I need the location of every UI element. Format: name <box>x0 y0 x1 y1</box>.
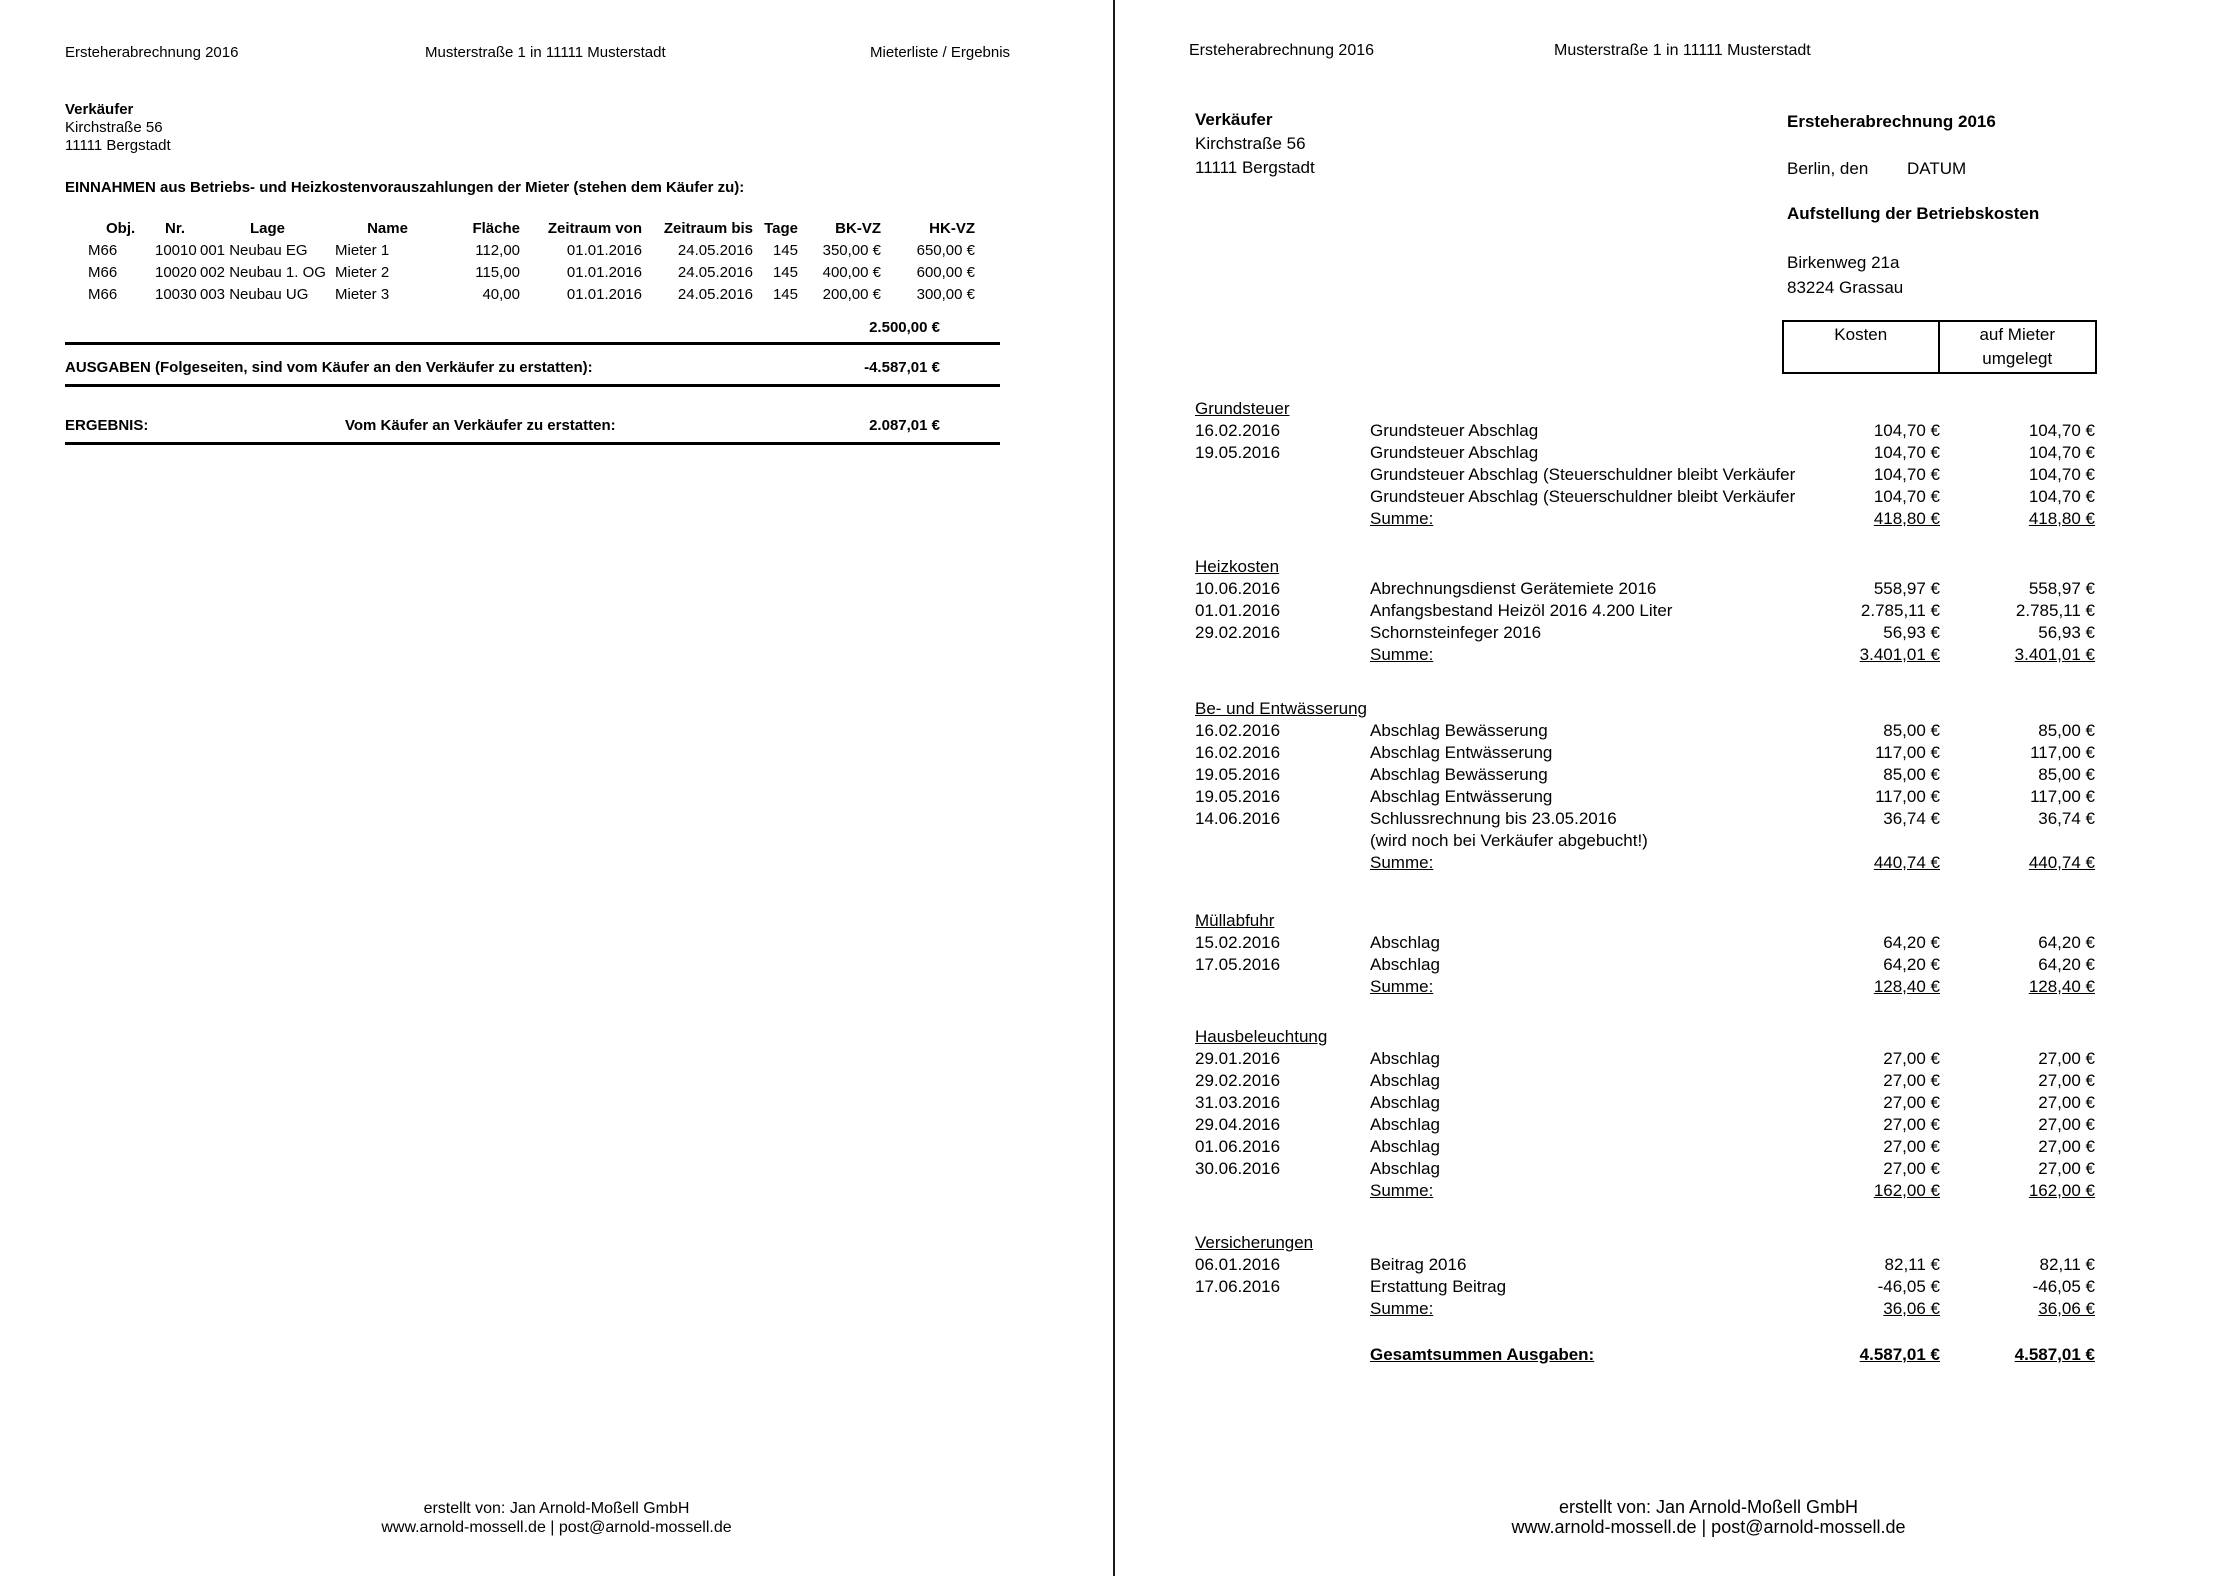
header-property: Musterstraße 1 in 11111 Musterstadt <box>1554 42 1811 59</box>
col-zeitraum-bis: Zeitraum bis <box>663 219 753 237</box>
section-muellabfuhr <box>1195 911 2095 999</box>
entry-desc: Grundsteuer Abschlag (Steuerschuldner bleibt Verkäufer <box>1370 487 1796 506</box>
expense-row <box>1195 809 2095 831</box>
entry-desc: Anfangsbestand Heizöl 2016 4.200 Liter <box>1370 601 1673 620</box>
cell-nr: 10030 <box>155 285 197 303</box>
entry-cost: 27,00 € <box>1883 1049 1940 1068</box>
sum-row <box>1195 645 2095 667</box>
entry-cost: -46,05 € <box>1877 1277 1940 1296</box>
sum-cost: 36,06 € <box>1883 1299 1940 1318</box>
cell-obj: M66 <box>88 285 118 303</box>
page-footer <box>1152 1497 2230 1537</box>
entry-date: 14.06.2016 <box>1195 809 1281 828</box>
entry-cost: 104,70 € <box>1873 487 1940 506</box>
entry-date: 15.02.2016 <box>1195 933 1281 952</box>
entry-note: (wird noch bei Verkäufer abgebucht!) <box>1370 831 1648 850</box>
header-property: Musterstraße 1 in 11111 Musterstadt <box>425 44 666 61</box>
sum-label: Summe: <box>1370 1181 1434 1200</box>
property-street: Birkenweg 21a <box>1787 253 1900 272</box>
col-flaeche: Fläche <box>472 219 520 237</box>
entry-allocated: 27,00 € <box>2038 1049 2095 1068</box>
expense-row <box>1195 1255 2095 1277</box>
table-row <box>88 261 975 283</box>
entry-allocated: 36,74 € <box>2038 809 2095 828</box>
cell-von: 01.01.2016 <box>566 263 642 281</box>
column-mieter-line2: umgelegt <box>1982 349 2053 368</box>
table-row <box>88 283 975 305</box>
cell-tage: 145 <box>772 241 798 259</box>
amount-columns-header <box>1782 320 2097 374</box>
cell-hk: 600,00 € <box>916 263 975 281</box>
statement-title: Ersteherabrechnung 2016 <box>1787 112 1996 131</box>
entry-allocated: 117,00 € <box>2030 787 2095 806</box>
cell-flaeche: 40,00 <box>482 285 520 303</box>
entry-desc: Schlussrechnung bis 23.05.2016 <box>1370 809 1617 828</box>
cell-flaeche: 115,00 <box>475 263 520 281</box>
cell-bk: 400,00 € <box>822 263 881 281</box>
entry-cost: 64,20 € <box>1883 955 1940 974</box>
expense-row <box>1195 601 2095 623</box>
entry-desc: Abschlag Bewässerung <box>1370 765 1548 784</box>
entry-cost: 85,00 € <box>1883 765 1940 784</box>
grand-total-cost: 4.587,01 € <box>1859 1345 1940 1364</box>
column-kosten-label: Kosten <box>1784 322 1940 372</box>
expenses-label: AUSGABEN (Folgeseiten, sind vom Käufer an den Verkäufer zu erstatten): <box>65 359 593 376</box>
entry-desc: Abschlag <box>1370 955 1440 974</box>
col-tage: Tage <box>764 219 798 237</box>
cell-lage: 001 Neubau EG <box>200 241 308 259</box>
expense-row <box>1195 579 2095 601</box>
entry-allocated: 27,00 € <box>2038 1093 2095 1112</box>
entry-desc: Beitrag 2016 <box>1370 1255 1467 1274</box>
sum-allocated: 3.401,01 € <box>2014 645 2095 664</box>
section-versicherungen <box>1195 1233 2095 1321</box>
sum-allocated: 36,06 € <box>2038 1299 2095 1318</box>
entry-desc: Abschlag <box>1370 1137 1440 1156</box>
sum-label: Summe: <box>1370 1299 1434 1318</box>
entry-date: 16.02.2016 <box>1195 421 1281 440</box>
grand-total-allocated: 4.587,01 € <box>2014 1345 2095 1364</box>
entry-allocated: 117,00 € <box>2030 743 2095 762</box>
cell-lage: 003 Neubau UG <box>200 285 309 303</box>
seller-city: 11111 Bergstadt <box>65 137 171 154</box>
entry-cost: 56,93 € <box>1883 623 1940 642</box>
section-hausbeleuchtung <box>1195 1027 2095 1203</box>
entry-cost: 27,00 € <box>1883 1071 1940 1090</box>
cell-obj: M66 <box>88 263 118 281</box>
expense-row <box>1195 933 2095 955</box>
cell-bis: 24.05.2016 <box>677 285 753 303</box>
section-title: Versicherungen <box>1195 1233 1314 1252</box>
entry-cost: 27,00 € <box>1883 1093 1940 1112</box>
footer-contact: www.arnold-mossell.de | post@arnold-mossell.de <box>1511 1517 1906 1537</box>
income-table-header <box>88 217 975 239</box>
entry-cost: 558,97 € <box>1873 579 1940 598</box>
entry-desc: Abrechnungsdienst Gerätemiete 2016 <box>1370 579 1657 598</box>
seller-street: Kirchstraße 56 <box>65 119 163 136</box>
sum-cost: 418,80 € <box>1873 509 1940 528</box>
cell-flaeche: 112,00 <box>475 241 520 259</box>
entry-date: 10.06.2016 <box>1195 579 1281 598</box>
page-right <box>1117 0 2230 1576</box>
entry-date: 01.06.2016 <box>1195 1137 1281 1156</box>
date-placeholder: DATUM <box>1907 159 1967 178</box>
sum-row <box>1195 509 2095 531</box>
entry-desc: Grundsteuer Abschlag (Steuerschuldner bleibt Verkäufer <box>1370 465 1796 484</box>
entry-allocated: 104,70 € <box>2028 487 2095 506</box>
cell-hk: 300,00 € <box>916 285 975 303</box>
sum-label: Summe: <box>1370 977 1434 996</box>
cell-hk: 650,00 € <box>916 241 975 259</box>
sum-allocated: 418,80 € <box>2028 509 2095 528</box>
expense-row <box>1195 765 2095 787</box>
city-date-label: Berlin, den <box>1787 159 1869 178</box>
sum-row <box>1195 1299 2095 1321</box>
sum-allocated: 440,74 € <box>2028 853 2095 872</box>
seller-title: Verkäufer <box>65 101 134 118</box>
entry-desc: Abschlag <box>1370 933 1440 952</box>
entry-allocated: 82,11 € <box>2039 1255 2095 1274</box>
expenses-value: -4.587,01 € <box>864 359 940 376</box>
header-page-type: Mieterliste / Ergebnis <box>870 44 1011 61</box>
seller-city: 11111 Bergstadt <box>1195 158 1315 177</box>
entry-date: 31.03.2016 <box>1195 1093 1281 1112</box>
entry-desc: Abschlag Entwässerung <box>1370 743 1553 762</box>
cell-bis: 24.05.2016 <box>677 263 753 281</box>
entry-cost: 117,00 € <box>1875 787 1940 806</box>
entry-cost: 27,00 € <box>1883 1159 1940 1178</box>
entry-date: 29.04.2016 <box>1195 1115 1281 1134</box>
sum-allocated: 128,40 € <box>2028 977 2095 996</box>
entry-allocated: 85,00 € <box>2038 721 2095 740</box>
expense-row <box>1195 1071 2095 1093</box>
section-grundsteuer <box>1195 399 2095 531</box>
entry-cost: 85,00 € <box>1883 721 1940 740</box>
expense-row <box>1195 1093 2095 1115</box>
entry-date: 16.02.2016 <box>1195 743 1281 762</box>
entry-cost: 82,11 € <box>1884 1255 1940 1274</box>
entry-allocated: 64,20 € <box>2038 955 2095 974</box>
entry-date: 19.05.2016 <box>1195 787 1281 806</box>
section-title: Be- und Entwässerung <box>1195 699 1367 718</box>
sum-cost: 3.401,01 € <box>1859 645 1940 664</box>
expense-row <box>1195 743 2095 765</box>
separator-line <box>65 442 1000 445</box>
entry-date: 29.02.2016 <box>1195 1071 1281 1090</box>
cell-bk: 350,00 € <box>822 241 881 259</box>
sum-label: Summe: <box>1370 645 1434 664</box>
section-title: Grundsteuer <box>1195 399 1290 418</box>
entry-cost: 2.785,11 € <box>1860 601 1940 620</box>
entry-allocated: 56,93 € <box>2038 623 2095 642</box>
entry-date: 17.05.2016 <box>1195 955 1281 974</box>
cell-name: Mieter 3 <box>335 285 390 303</box>
entry-allocated: 558,97 € <box>2028 579 2095 598</box>
result-label: ERGEBNIS: <box>65 417 149 434</box>
entry-date: 16.02.2016 <box>1195 721 1281 740</box>
col-bk-vz: BK-VZ <box>835 219 881 237</box>
entry-allocated: 104,70 € <box>2028 421 2095 440</box>
entry-cost: 117,00 € <box>1875 743 1940 762</box>
entry-desc: Abschlag <box>1370 1071 1440 1090</box>
footer-contact: www.arnold-mossell.de | post@arnold-mossell.de <box>381 1519 732 1536</box>
entry-desc: Grundsteuer Abschlag <box>1370 421 1539 440</box>
separator-line <box>65 384 1000 387</box>
entry-date: 29.02.2016 <box>1195 623 1281 642</box>
entry-allocated: 27,00 € <box>2038 1137 2095 1156</box>
cell-name: Mieter 2 <box>335 263 390 281</box>
entry-desc: Abschlag <box>1370 1093 1440 1112</box>
result-text: Vom Käufer an Verkäufer zu erstatten: <box>345 417 616 434</box>
expense-row <box>1195 787 2095 809</box>
expense-row <box>1195 1137 2095 1159</box>
seller-address-block <box>65 101 171 155</box>
entry-allocated: 85,00 € <box>2038 765 2095 784</box>
entry-cost: 104,70 € <box>1873 443 1940 462</box>
result-value: 2.087,01 € <box>869 417 940 434</box>
cell-lage: 002 Neubau 1. OG <box>200 263 326 281</box>
section-title: Heizkosten <box>1195 557 1280 576</box>
entry-desc: Schornsteinfeger 2016 <box>1370 623 1542 642</box>
col-zeitraum-von: Zeitraum von <box>547 219 642 237</box>
income-heading: EINNAHMEN aus Betriebs- und Heizkostenvorauszahlungen der Mieter (stehen dem Käufer zu): <box>65 179 745 196</box>
entry-allocated: 64,20 € <box>2038 933 2095 952</box>
expense-row <box>1195 465 2095 487</box>
page-left <box>0 0 1113 1576</box>
entry-cost: 64,20 € <box>1883 933 1940 952</box>
entry-allocated: 2.785,11 € <box>2015 601 2095 620</box>
entry-allocated: 104,70 € <box>2028 465 2095 484</box>
cell-tage: 145 <box>772 263 798 281</box>
property-city: 83224 Grassau <box>1787 278 1904 297</box>
entry-date: 17.06.2016 <box>1195 1277 1281 1296</box>
cell-bis: 24.05.2016 <box>677 241 753 259</box>
sum-cost: 162,00 € <box>1873 1181 1940 1200</box>
property-address-block <box>1787 250 1903 300</box>
entry-allocated: -46,05 € <box>2032 1277 2095 1296</box>
section-heizkosten <box>1195 557 2095 667</box>
col-hk-vz: HK-VZ <box>929 219 975 237</box>
entry-allocated: 27,00 € <box>2038 1115 2095 1134</box>
page-divider <box>1113 0 1115 1576</box>
cell-bk: 200,00 € <box>822 285 881 303</box>
footer-creator: erstellt von: Jan Arnold-Moßell GmbH <box>423 1500 690 1517</box>
cell-name: Mieter 1 <box>335 241 390 259</box>
expense-row <box>1195 1049 2095 1071</box>
entry-desc: Abschlag <box>1370 1115 1440 1134</box>
col-lage: Lage <box>249 219 285 237</box>
header-doc-title: Ersteherabrechnung 2016 <box>1189 42 1375 59</box>
entry-date: 19.05.2016 <box>1195 443 1281 462</box>
cell-von: 01.01.2016 <box>566 285 642 303</box>
income-table <box>88 217 975 305</box>
footer-creator: erstellt von: Jan Arnold-Moßell GmbH <box>1558 1497 1859 1517</box>
seller-street: Kirchstraße 56 <box>1195 134 1306 153</box>
entry-cost: 27,00 € <box>1883 1137 1940 1156</box>
entry-date: 19.05.2016 <box>1195 765 1281 784</box>
cell-obj: M66 <box>88 241 118 259</box>
section-title: Müllabfuhr <box>1195 911 1275 930</box>
entry-desc: Erstattung Beitrag <box>1370 1277 1507 1296</box>
cell-tage: 145 <box>772 285 798 303</box>
grand-total-row <box>1195 1345 2095 1367</box>
section-be-und-entwaesserung <box>1195 699 2095 875</box>
entry-desc: Abschlag Bewässerung <box>1370 721 1548 740</box>
entry-desc: Abschlag <box>1370 1159 1440 1178</box>
sum-row <box>1195 977 2095 999</box>
entry-allocated: 27,00 € <box>2038 1071 2095 1090</box>
expense-row <box>1195 955 2095 977</box>
entry-date: 29.01.2016 <box>1195 1049 1281 1068</box>
entry-desc: Grundsteuer Abschlag <box>1370 443 1539 462</box>
page-footer <box>0 1499 1113 1537</box>
separator-line <box>65 342 1000 345</box>
seller-title: Verkäufer <box>1195 110 1273 129</box>
column-mieter-label <box>1940 322 2096 372</box>
entry-date: 30.06.2016 <box>1195 1159 1281 1178</box>
entry-cost: 104,70 € <box>1873 465 1940 484</box>
expense-row <box>1195 623 2095 645</box>
header-doc-title: Ersteherabrechnung 2016 <box>65 44 239 61</box>
income-total: 2.500,00 € <box>869 319 940 336</box>
entry-date: 06.01.2016 <box>1195 1255 1281 1274</box>
sum-row <box>1195 1181 2095 1203</box>
seller-address-block <box>1195 108 1315 180</box>
section-title: Hausbeleuchtung <box>1195 1027 1328 1046</box>
expense-row <box>1195 1159 2095 1181</box>
expense-row <box>1195 1115 2095 1137</box>
sum-cost: 440,74 € <box>1873 853 1940 872</box>
col-nr: Nr. <box>165 219 186 237</box>
entry-allocated: 27,00 € <box>2038 1159 2095 1178</box>
entry-cost: 36,74 € <box>1883 809 1940 828</box>
col-name: Name <box>367 219 408 237</box>
expense-row <box>1195 421 2095 443</box>
sum-label: Summe: <box>1370 509 1434 528</box>
cell-von: 01.01.2016 <box>566 241 642 259</box>
statement-subtitle: Aufstellung der Betriebskosten <box>1787 204 2040 223</box>
sum-cost: 128,40 € <box>1873 977 1940 996</box>
expense-row <box>1195 1277 2095 1299</box>
entry-cost: 104,70 € <box>1873 421 1940 440</box>
sum-allocated: 162,00 € <box>2028 1181 2095 1200</box>
expense-row <box>1195 443 2095 465</box>
expense-row <box>1195 721 2095 743</box>
date-line <box>1787 159 1967 179</box>
entry-desc: Abschlag <box>1370 1049 1440 1068</box>
grand-total-label: Gesamtsummen Ausgaben: <box>1370 1345 1595 1364</box>
entry-date: 01.01.2016 <box>1195 601 1281 620</box>
entry-cost: 27,00 € <box>1883 1115 1940 1134</box>
entry-desc: Abschlag Entwässerung <box>1370 787 1553 806</box>
col-obj: Obj. <box>106 219 136 237</box>
expense-row <box>1195 487 2095 509</box>
cell-nr: 10020 <box>155 263 197 281</box>
expense-note-row <box>1195 831 2095 853</box>
column-mieter-line1: auf Mieter <box>1979 325 2056 344</box>
cell-nr: 10010 <box>155 241 197 259</box>
entry-allocated: 104,70 € <box>2028 443 2095 462</box>
table-row <box>88 239 975 261</box>
sum-label: Summe: <box>1370 853 1434 872</box>
sum-row <box>1195 853 2095 875</box>
